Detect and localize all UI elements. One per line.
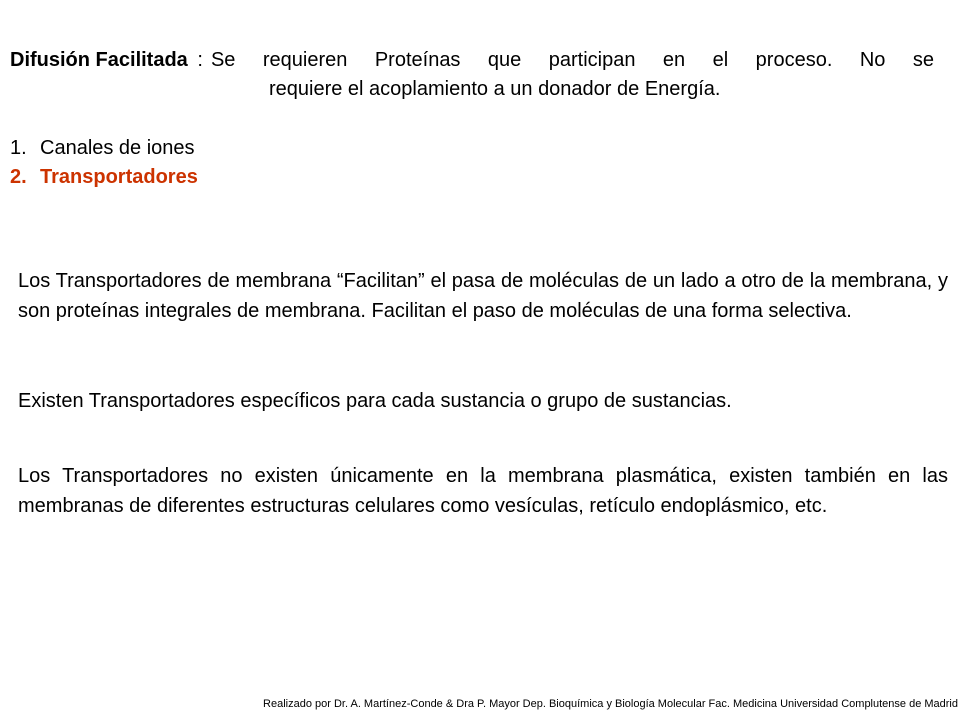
definition-text-line-1: Se requieren Proteínas que participan en el proceso. No se (210, 49, 934, 71)
transport-types-list (10, 134, 198, 192)
paragraph-transporters-description: Los Transportadores de membrana “Facilitan” el pasa de moléculas de un lado a otro de la membrana, y son proteínas integrales de membrana. Facilitan el paso de moléculas de una forma selectiva. (18, 270, 948, 322)
list-item-label: Canales de iones (40, 137, 195, 159)
definition-separator: : (197, 49, 203, 71)
definition-text-line-2: requiere el acoplamiento a un donador de Energía. (269, 78, 721, 100)
list-item-number: 2. (10, 166, 27, 188)
list-item-canales (10, 134, 198, 163)
paragraph-transporter-locations: Los Transportadores no existen únicamente en la membrana plasmática, existen también en las membranas de diferentes estructuras celulares como vesículas, retículo endoplásmico, etc. (18, 465, 948, 517)
list-item-number: 1. (10, 137, 27, 159)
definition-block (10, 46, 934, 104)
definition-term: Difusión Facilitada (10, 49, 188, 71)
definition-line-1 (10, 46, 934, 75)
footer-credit: Realizado por Dr. A. Martínez-Conde & Dra P. Mayor Dep. Bioquímica y Biología Molecular Fac. Medicina Universidad Complutense de Madrid (263, 698, 958, 710)
paragraph-specific-transporters: Existen Transportadores específicos para cada sustancia o grupo de sustancias. (18, 390, 732, 412)
list-item-transportadores (10, 163, 198, 192)
list-item-label: Transportadores (40, 166, 198, 188)
